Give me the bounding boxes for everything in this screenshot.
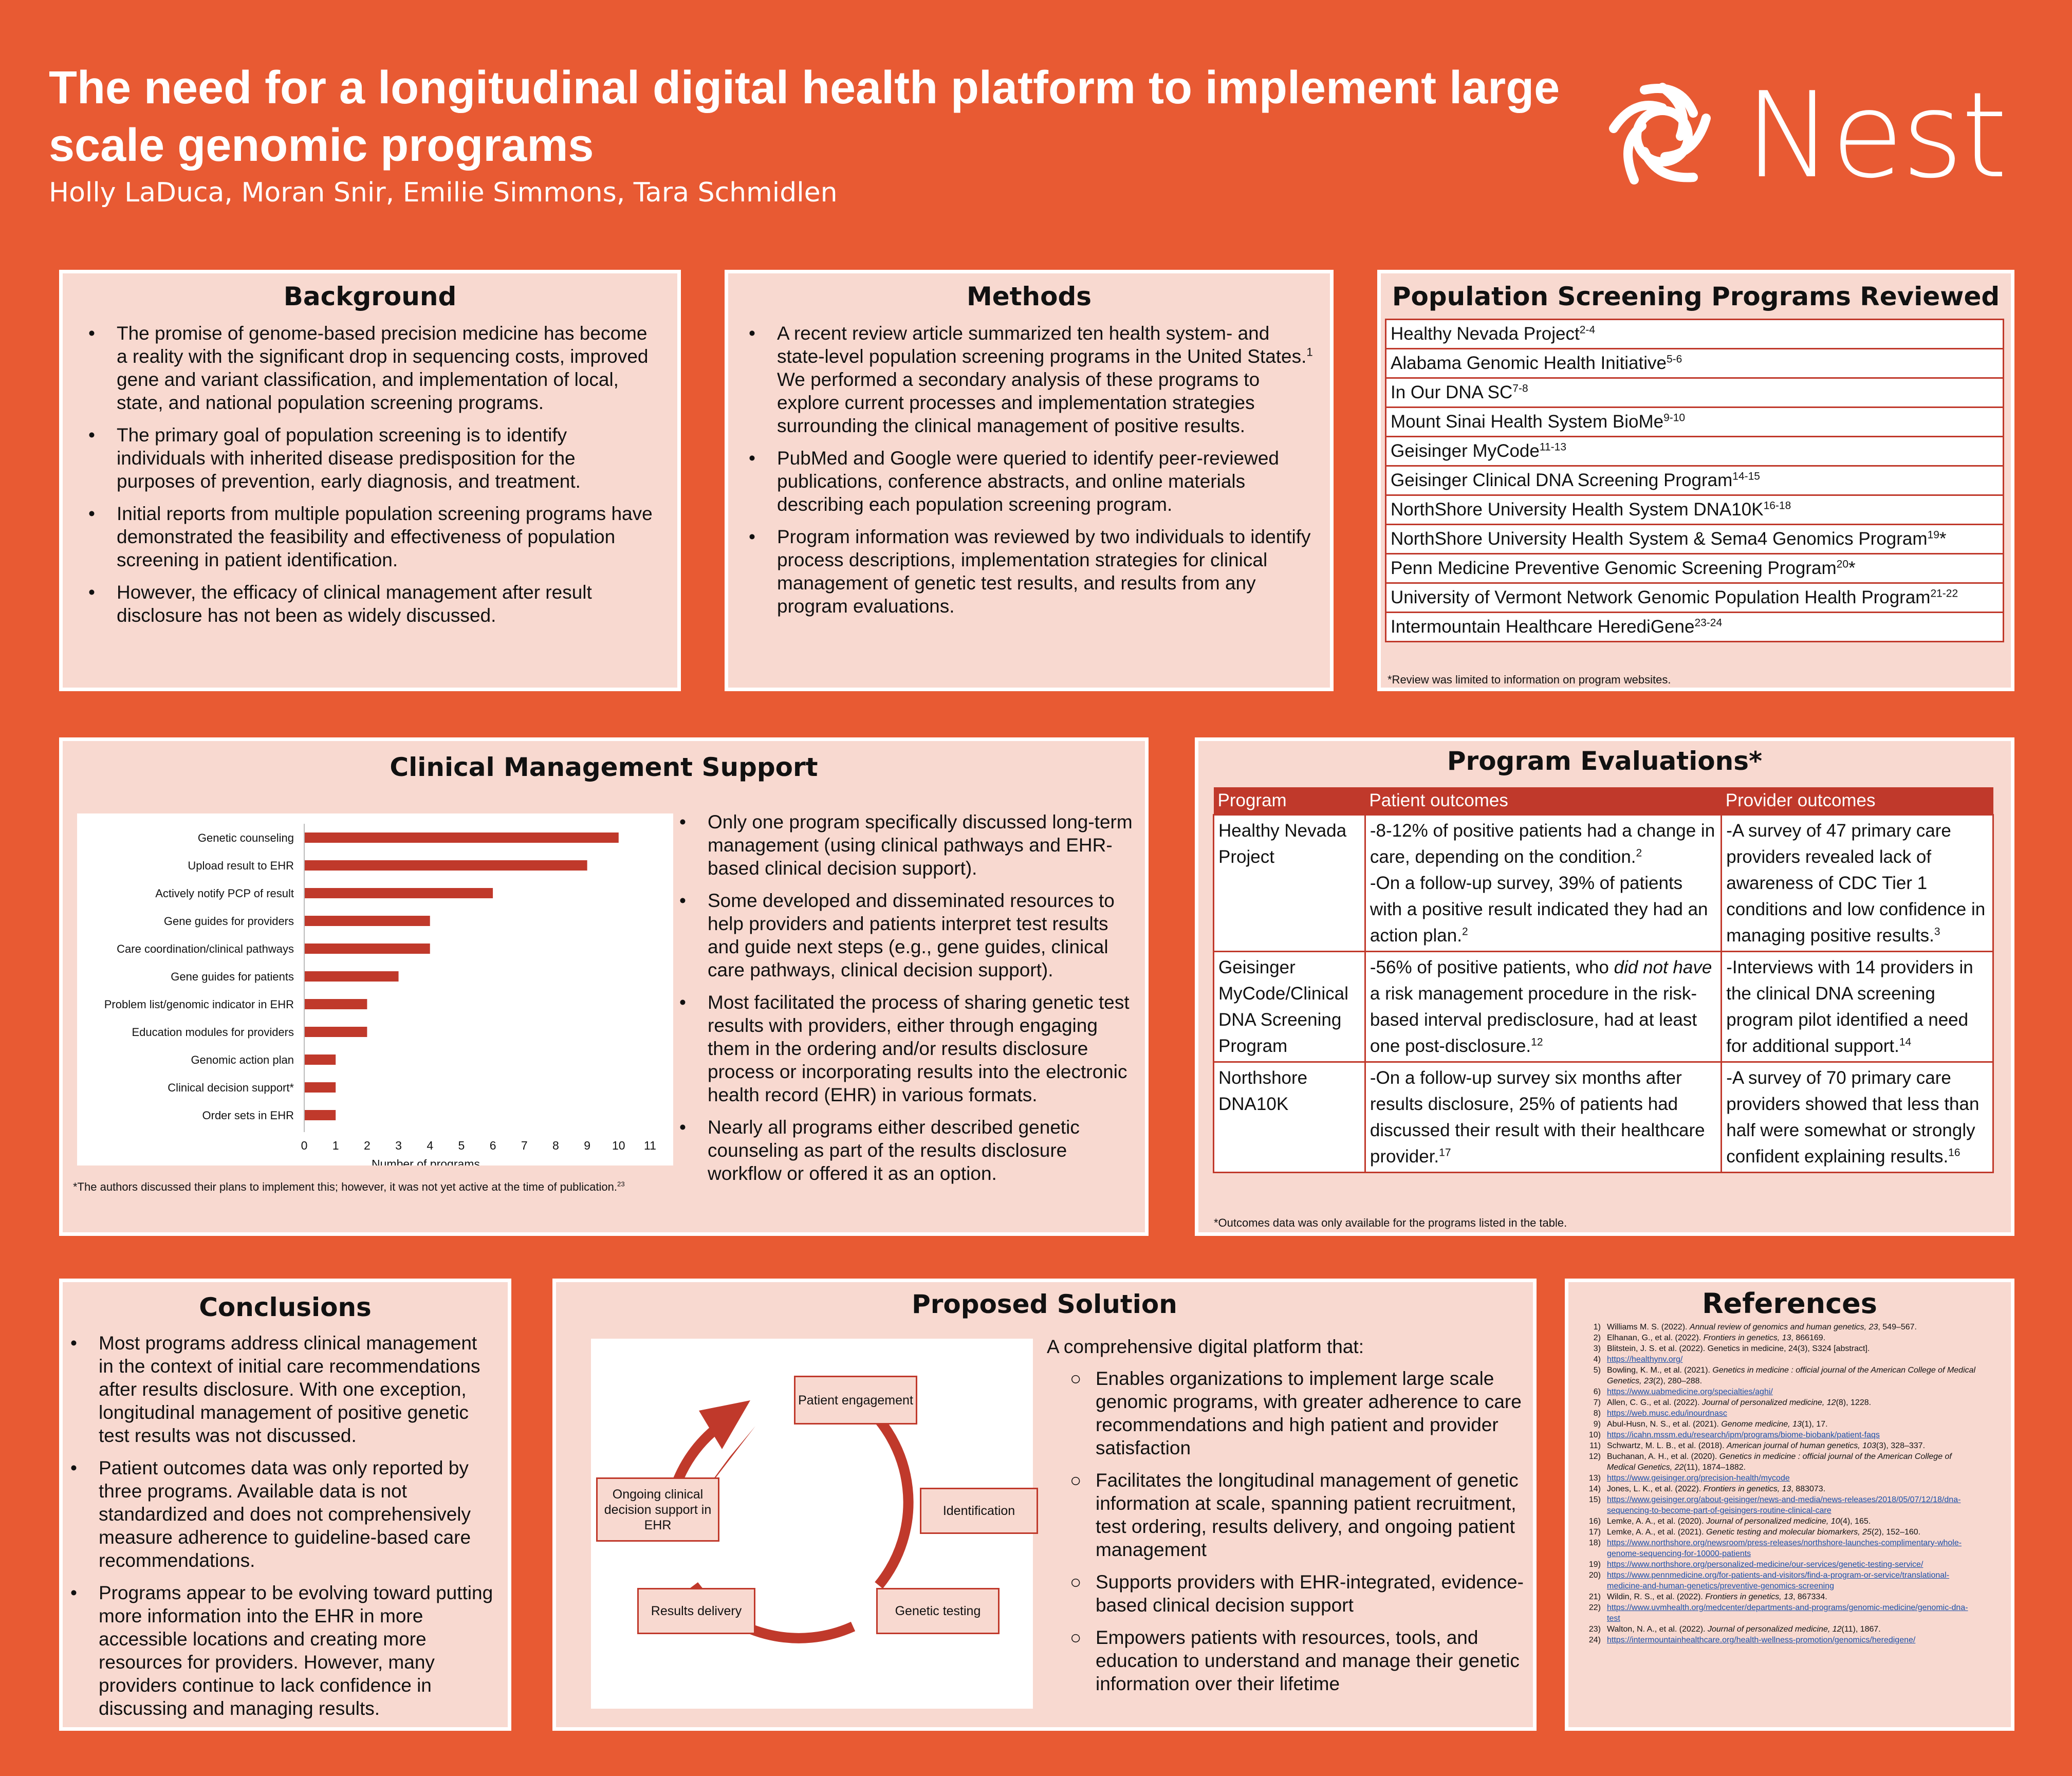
list-item: • Most programs address clinical management in the context of initial care recommendations after results disclosure. With one exception, longitudinal management of positive genetic test results was not discussed. xyxy=(99,1331,493,1447)
table-cell: -A survey of 70 primary care providers showed that less than half were somewhat or strongly confident explaining results.$^{16}$ xyxy=(1722,1062,1993,1173)
methods-panel xyxy=(725,270,1334,691)
solution-panel xyxy=(552,1279,1537,1731)
list-item: • Only one program specifically discussed long-term management (using clinical pathways and EHR-based clinical decision support). xyxy=(708,810,1144,880)
category-label: Gene guides for providers xyxy=(163,915,294,928)
list-item: • Nearly all programs either described genetic counseling as part of the results disclosure workflow or offered it as an option. xyxy=(708,1116,1144,1185)
category-label: Genomic action plan xyxy=(191,1053,294,1066)
clinical-bullets xyxy=(687,810,1144,1194)
conclusions-heading: Conclusions xyxy=(199,1292,372,1322)
reference-item: 9) Abul-Husn, N. S., et al. (2021). Genome medicine, 13(1), 17. xyxy=(1593,1420,1828,1429)
column-header: Program xyxy=(1214,787,1365,815)
reference-link: https://icahn.mssm.edu/research/ipm/programs/biome-biobank/patient-faqs xyxy=(1607,1431,1880,1439)
background-bullets xyxy=(88,322,657,627)
methods-heading: Methods xyxy=(966,282,1092,311)
list-item: ○ Supports providers with EHR-integrated, evidence-based clinical decision support xyxy=(1096,1570,1527,1617)
evaluations-table xyxy=(1213,787,1994,1173)
table-cell: Northshore DNA10K xyxy=(1214,1062,1365,1173)
list-item: • Patient outcomes data was only reported by three programs. Available data is not standardized and does not comprehensively measure adherence to guideline-based care recommendations. xyxy=(99,1456,493,1572)
category-label: Order sets in EHR xyxy=(202,1109,294,1122)
programs-table xyxy=(1385,319,2004,642)
x-tick-label: 5 xyxy=(458,1139,465,1152)
category-label: Gene guides for patients xyxy=(171,970,294,983)
reference-item: 7) Allen, C. G., et al. (2022). Journal of personalized medicine, 12(8), 1228. xyxy=(1593,1398,1872,1407)
reference-item: 17) Lemke, A. A., et al. (2021). Genetic testing and molecular biomarkers, 25(2), 152–160. xyxy=(1588,1528,1921,1537)
x-tick-label: 0 xyxy=(301,1139,308,1152)
reference-link: https://intermountainhealthcare.org/health-wellness-promotion/genomics/heredigene/ xyxy=(1607,1636,1916,1644)
table-row: NorthShore University Health System $DNA10K^{16-18}$ xyxy=(1386,495,2004,525)
reference-link: https://web.musc.edu/inourdnasc xyxy=(1607,1409,1727,1418)
table-cell: Healthy Nevada Project xyxy=(1214,815,1365,952)
reference-item: 12) Buchanan, A. H., et al. (2020). Genetics in medicine : official journal of the American College of Medical Genetics, 22(11), 1874–1882. xyxy=(1588,1452,1952,1472)
category-label: Actively notify PCP of result xyxy=(155,887,294,900)
reference-link: https://healthynv.org/ xyxy=(1607,1355,1683,1364)
bar xyxy=(304,860,587,871)
x-tick-label: 9 xyxy=(584,1139,591,1152)
clinical-note: *The authors discussed their plans to implement this; however, it was not yet active at the time of publication.$^{23}$ xyxy=(73,1180,625,1193)
category-label: Upload result to EHR xyxy=(188,859,294,872)
reference-link: https://www.uvmhealth.org/medcenter/departments-and-programs/genomic-medicine/genomic-dna-test xyxy=(1607,1603,1968,1623)
evaluations-heading: Program Evaluations* xyxy=(1447,746,1763,776)
column-header: Patient outcomes xyxy=(1365,787,1721,815)
chart-area xyxy=(77,813,673,1166)
list-item: • A recent review article summarized ten health system- and state-level population screening programs in the United States.$^1$ We performed a secondary analysis of these programs to explore current processes and implementation strategies surrounding the clinical management of positive results. xyxy=(777,322,1315,437)
table-row xyxy=(1214,1062,1993,1173)
background-panel xyxy=(59,270,681,691)
bar xyxy=(304,888,493,898)
reference-item[interactable]: 4) https://healthynv.org/ xyxy=(1593,1355,1683,1364)
nest-logo-icon xyxy=(1603,77,1722,195)
x-tick-label: 4 xyxy=(427,1139,434,1152)
table-row: Geisinger Clinical DNA Screening Program$^{14-15}$ xyxy=(1386,466,2004,495)
x-axis-label: Number of programs xyxy=(372,1157,480,1166)
table-cell: -56% of positive patients, who did not have a risk management procedure in the risk-based interval predisclosure, had at least one post-disclosure.$^{12}$ xyxy=(1365,952,1721,1062)
x-tick-label: 10 xyxy=(612,1139,625,1152)
bar xyxy=(304,1027,367,1037)
reference-link: https://www.uabmedicine.org/specialties/aghi/ xyxy=(1607,1387,1773,1396)
table-cell: -8-12% of positive patients had a change in care, depending on the condition.$^2$ -On a follow-up survey, 39% of patients with a positive result indicated they had an action plan.$^2$ xyxy=(1365,815,1721,952)
reference-item[interactable]: 22) https://www.uvmhealth.org/medcenter/departments-and-programs/genomic-medicine/genomic-dna-test xyxy=(1588,1603,1968,1623)
list-item: • Programs appear to be evolving toward putting more information into the EHR in more accessible locations and creating more resources for providers. However, many providers continue to lack confidence in discussing and managing results. xyxy=(99,1581,493,1720)
list-item: ○ Facilitates the longitudinal management of genetic information at scale, spanning patient recruitment, test ordering, results delivery, and ongoing patient management xyxy=(1096,1469,1527,1561)
reference-link: https://www.geisinger.org/about-geisinger/news-and-media/news-releases/2018/05/07/12/18/dna-sequencing-to-become-part-of-geisingers-routine-clinical-care xyxy=(1607,1495,1961,1515)
reference-item[interactable]: 19) https://www.northshore.org/personalized-medicine/our-services/genetic-testing-service/ xyxy=(1588,1560,1923,1569)
reference-item: 23) Walton, N. A., et al. (2022). Journal of personalized medicine, 12(11), 1867. xyxy=(1588,1625,1881,1634)
table-row xyxy=(1214,815,1993,952)
table-cell: Geisinger MyCode/Clinical DNA Screening Program xyxy=(1214,952,1365,1062)
node-identification: Identification xyxy=(920,1488,1038,1534)
references-heading: References xyxy=(1702,1287,1877,1320)
table-row: Intermountain Healthcare HerediGene$^{23-24}$ xyxy=(1386,613,2004,642)
reference-item[interactable]: 15) https://www.geisinger.org/about-geisinger/news-and-media/news-releases/2018/05/07/12/18/dna-sequencing-to-become-part-of-geisingers-routine-clinical-care xyxy=(1588,1495,1961,1515)
list-item: • Most facilitated the process of sharing genetic test results with providers, either through engaging them in the ordering and/or results disclosure process or incorporating results into the electronic health record (EHR) in various formats. xyxy=(708,991,1144,1106)
clinical-heading: Clinical Management Support xyxy=(390,752,818,782)
bar xyxy=(304,1082,336,1093)
reference-item: 1) Williams M. S. (2022). Annual review of genomics and human genetics, 23, 549–567. xyxy=(1593,1323,1917,1331)
list-item: • The promise of genome-based precision medicine has become a reality with the significant drop in sequencing costs, improved gene and variant classification, and implementation of local, state, and national population screening programs. xyxy=(117,322,657,414)
bar xyxy=(304,916,430,926)
reference-link: https://www.northshore.org/newsroom/press-releases/northshore-launches-complimentary-whole-genome-sequencing-for-10000-patients xyxy=(1607,1539,1962,1558)
category-label: Genetic counseling xyxy=(197,831,294,844)
reference-item[interactable]: 10) https://icahn.mssm.edu/research/ipm/programs/biome-biobank/patient-faqs xyxy=(1588,1431,1880,1439)
node-genetic-testing: Genetic testing xyxy=(876,1588,1000,1634)
table-header-row xyxy=(1214,787,1993,815)
reference-item: 11) Schwartz, M. L. B., et al. (2018). American journal of human genetics, 103(3), 328–337. xyxy=(1589,1441,1926,1450)
bar xyxy=(304,943,430,954)
x-tick-label: 3 xyxy=(395,1139,402,1152)
reference-item: 3) Blitstein, J. S. et al. (2022). Genetics in medicine, 24(3), S324 [abstract]. xyxy=(1593,1344,1870,1353)
table-row: Penn Medicine Preventive Genomic Screening Program$^{20}$* xyxy=(1386,554,2004,583)
column-header: Provider outcomes xyxy=(1722,787,1993,815)
reference-item: 16) Lemke, A. A., et al. (2020). Journal of personalized medicine, 10(4), 165. xyxy=(1588,1517,1871,1526)
list-item: ○ Empowers patients with resources, tools, and education to understand and manage their genetic information over their lifetime xyxy=(1096,1626,1527,1695)
cycle-diagram xyxy=(591,1339,1033,1709)
solution-intro: A comprehensive digital platform that: xyxy=(1047,1336,1364,1357)
programs-note: *Review was limited to information on program websites. xyxy=(1387,673,1671,686)
reference-item: 21) Wildin, R. S., et al. (2022). Frontiers in genetics, 13, 867334. xyxy=(1588,1593,1827,1601)
table-row: Alabama Genomic Health Initiative$^{5-6}$ xyxy=(1386,349,2004,378)
bar xyxy=(304,1110,336,1120)
x-tick-label: 11 xyxy=(644,1139,656,1152)
x-tick-label: 7 xyxy=(521,1139,528,1152)
table-row: Healthy Nevada Project$^{2-4}$ xyxy=(1386,320,2004,349)
conclusions-panel xyxy=(59,1279,511,1731)
logo-wordmark: Nest xyxy=(1745,67,2006,205)
category-label: Problem list/genomic indicator in EHR xyxy=(104,998,294,1011)
list-item: • Some developed and disseminated resources to help providers and patients interpret test results and guide next steps (e.g., gene guides, clinical care pathways, clinical decision support). xyxy=(708,889,1144,982)
list-item: • However, the efficacy of clinical management after result disclosure has not been as widely discussed. xyxy=(117,581,657,627)
table-row: NorthShore University Health System & Sema4 Genomics Program$^{19}$* xyxy=(1386,525,2004,554)
list-item: • Program information was reviewed by two individuals to identify process descriptions, implementation strategies for clinical management of genetic test results, and results from any program evaluations. xyxy=(777,525,1315,618)
reference-link: https://www.geisinger.org/precision-health/mycode xyxy=(1607,1474,1790,1483)
bar xyxy=(304,999,367,1009)
node-results-delivery: Results delivery xyxy=(637,1588,755,1634)
author-list: Holly LaDuca, Moran Snir, Emilie Simmons, Tara Schmidlen xyxy=(49,177,838,208)
table-cell: -On a follow-up survey six months after results disclosure, 25% of patients had discussed their result with their healthcare provider.$^{17}$ xyxy=(1365,1062,1721,1173)
table-row: Mount Sinai Health System BioMe$^{9-10}$ xyxy=(1386,408,2004,437)
solution-heading: Proposed Solution xyxy=(912,1289,1177,1319)
nest-logo xyxy=(1603,67,2035,205)
table-row: In Our DNA SC$^{7-8}$ xyxy=(1386,378,2004,408)
reference-item: 5) Bowling, K. M., et al. (2021). Genetics in medicine : official journal of the American College of Medical Genetics, 23(2), 280–288. xyxy=(1593,1366,1976,1385)
table-cell: -Interviews with 14 providers in the clinical DNA screening program pilot identified a need for additional support.$^{14}$ xyxy=(1722,952,1993,1062)
poster-title: The need for a longitudinal digital health platform to implement large scale genomic programs xyxy=(49,62,1560,171)
table-row: University of Vermont Network Genomic Population Health Program$^{21-22}$ xyxy=(1386,583,2004,613)
reference-item[interactable]: 6) https://www.uabmedicine.org/specialties/aghi/ xyxy=(1593,1387,1773,1396)
reference-item[interactable]: 18) https://www.northshore.org/newsroom/press-releases/northshore-launches-complimentary-whole-genome-sequencing-for-10000-patients xyxy=(1588,1539,1962,1558)
reference-link: https://www.pennmedicine.org/for-patients-and-visitors/find-a-program-or-service/translational-medicine-and-human-genetics/preventive-genomics-screening xyxy=(1607,1571,1950,1590)
bar xyxy=(304,971,399,982)
methods-bullets xyxy=(749,322,1315,618)
category-label: Education modules for providers xyxy=(132,1026,294,1039)
reference-link: https://www.northshore.org/personalized-medicine/our-services/genetic-testing-service/ xyxy=(1607,1560,1923,1569)
x-tick-label: 6 xyxy=(489,1139,496,1152)
references-list xyxy=(1580,1322,1981,1645)
category-label: Care coordination/clinical pathways xyxy=(117,942,294,955)
background-heading: Background xyxy=(283,282,457,311)
list-item: • Initial reports from multiple population screening programs have demonstrated the feasibility and effectiveness of population screening in patient identification. xyxy=(117,502,657,571)
reference-item[interactable]: 8) https://web.musc.edu/inourdnasc xyxy=(1593,1409,1727,1418)
x-tick-label: 1 xyxy=(332,1139,339,1152)
list-item: • PubMed and Google were queried to identify peer-reviewed publications, conference abstracts, and online materials describing each population screening program. xyxy=(777,447,1315,516)
x-tick-label: 2 xyxy=(363,1139,371,1152)
conclusions-bullets xyxy=(78,1331,493,1720)
list-item: ○ Enables organizations to implement large scale genomic programs, with greater adherence to care recommendations and high patient and provider satisfaction xyxy=(1096,1367,1527,1459)
reference-item[interactable]: 24) https://intermountainhealthcare.org/health-wellness-promotion/genomics/heredigene/ xyxy=(1588,1636,1916,1644)
reference-item[interactable]: 20) https://www.pennmedicine.org/for-patients-and-visitors/find-a-program-or-service/translational-medicine-and-human-genetics/preventive-genomics-screening xyxy=(1588,1571,1950,1590)
x-tick-label: 8 xyxy=(552,1139,559,1152)
reference-item: 14) Jones, L. K., et al. (2022). Frontiers in genetics, 13, 883073. xyxy=(1588,1485,1826,1493)
reference-item[interactable]: 13) https://www.geisinger.org/precision-health/mycode xyxy=(1588,1474,1790,1483)
bar xyxy=(304,1054,336,1065)
table-cell: -A survey of 47 primary care providers revealed lack of awareness of CDC Tier 1 conditions and low confidence in managing positive results.$^3$ xyxy=(1722,815,1993,952)
solution-bullets xyxy=(1070,1367,1527,1705)
category-label: Clinical decision support* xyxy=(168,1081,294,1094)
table-row xyxy=(1214,952,1993,1062)
bar-chart xyxy=(77,813,673,1166)
reference-item: 2) Elhanan, G., et al. (2022). Frontiers in genetics, 13, 866169. xyxy=(1593,1334,1826,1342)
programs-heading: Population Screening Programs Reviewed xyxy=(1392,282,2000,311)
node-patient-engagement: Patient engagement xyxy=(794,1376,917,1424)
evaluations-note: *Outcomes data was only available for the programs listed in the table. xyxy=(1214,1216,1567,1229)
bar xyxy=(304,832,619,843)
node-ongoing-support: Ongoing clinical decision support in EHR xyxy=(596,1477,719,1542)
list-item: • The primary goal of population screening is to identify individuals with inherited disease predisposition for the purposes of prevention, early diagnosis, and treatment. xyxy=(117,423,657,493)
table-row: Geisinger MyCode$^{11-13}$ xyxy=(1386,437,2004,466)
